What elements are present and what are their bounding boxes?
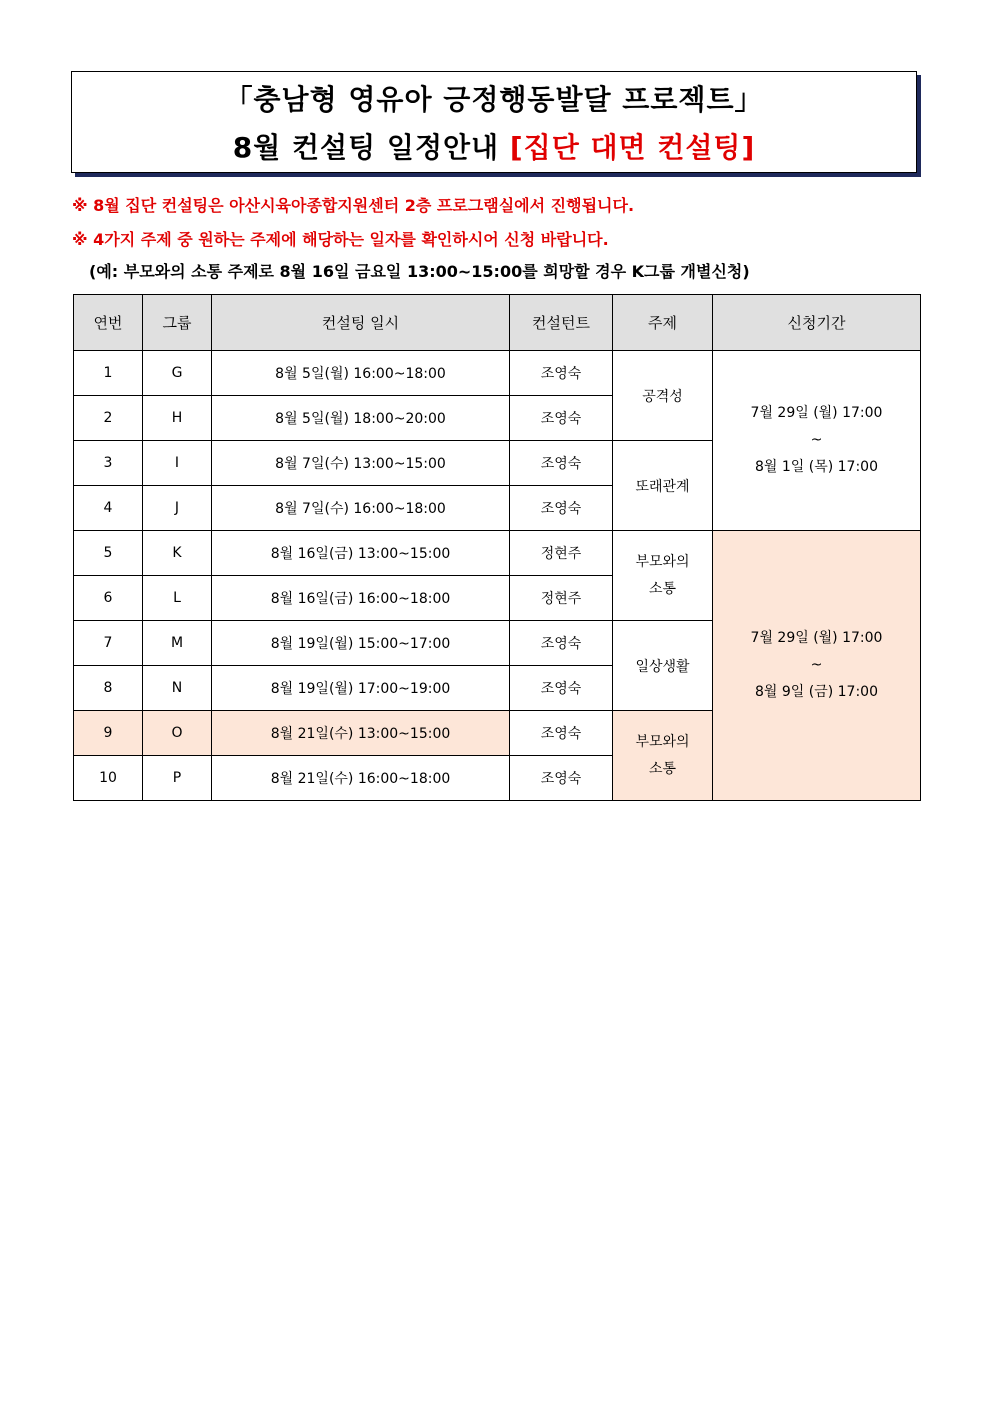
header-datetime: 컨설팅 일시 — [212, 295, 510, 351]
cell-consultant: 조영숙 — [510, 486, 613, 531]
subtitle-text: 8월 컨설팅 일정안내 — [232, 131, 510, 164]
cell-group: H — [143, 396, 212, 441]
cell-no: 7 — [74, 621, 143, 666]
header-no: 연번 — [74, 295, 143, 351]
topic-line: 소통 — [648, 760, 677, 777]
cell-group: M — [143, 621, 212, 666]
cell-topic: 공격성 — [613, 351, 713, 441]
title-box — [71, 71, 917, 173]
period-start: 7월 29일 (월) 17:00 — [750, 630, 883, 646]
cell-datetime: 8월 19일(월) 17:00~19:00 — [212, 666, 510, 711]
topic-line: 부모와의 — [635, 733, 690, 750]
period-start: 7월 29일 (월) 17:00 — [750, 405, 883, 421]
cell-datetime: 8월 7일(수) 13:00~15:00 — [212, 441, 510, 486]
header-topic: 주제 — [613, 295, 713, 351]
cell-consultant: 정현주 — [510, 531, 613, 576]
cell-no: 3 — [74, 441, 143, 486]
schedule-table — [73, 294, 921, 801]
cell-group: O — [143, 711, 212, 756]
cell-topic — [613, 711, 713, 801]
cell-datetime: 8월 16일(금) 13:00~15:00 — [212, 531, 510, 576]
notice-apply: ※ 4가지 주제 중 원하는 주제에 해당하는 일자를 확인하시어 신청 바랍니다. — [72, 230, 609, 249]
cell-consultant: 조영숙 — [510, 711, 613, 756]
cell-datetime: 8월 5일(월) 16:00~18:00 — [212, 351, 510, 396]
cell-datetime: 8월 21일(수) 13:00~15:00 — [212, 711, 510, 756]
cell-no: 10 — [74, 756, 143, 801]
cell-group: I — [143, 441, 212, 486]
cell-consultant: 조영숙 — [510, 351, 613, 396]
cell-group: N — [143, 666, 212, 711]
cell-datetime: 8월 19일(월) 15:00~17:00 — [212, 621, 510, 666]
cell-consultant: 조영숙 — [510, 396, 613, 441]
table-row — [74, 351, 921, 396]
cell-no: 5 — [74, 531, 143, 576]
topic-line: 부모와의 — [635, 553, 690, 570]
header-period: 신청기간 — [713, 295, 921, 351]
notice-location: ※ 8월 집단 컨설팅은 아산시육아종합지원센터 2층 프로그램실에서 진행됩니다. — [72, 196, 635, 215]
cell-no: 1 — [74, 351, 143, 396]
table-row — [74, 531, 921, 576]
page-subtitle — [72, 126, 916, 166]
header-consultant: 컨설턴트 — [510, 295, 613, 351]
cell-no: 4 — [74, 486, 143, 531]
cell-datetime: 8월 7일(수) 16:00~18:00 — [212, 486, 510, 531]
cell-no: 2 — [74, 396, 143, 441]
table-header-row — [74, 295, 921, 351]
cell-group: G — [143, 351, 212, 396]
cell-consultant: 조영숙 — [510, 441, 613, 486]
header-group: 그룹 — [143, 295, 212, 351]
cell-group: J — [143, 486, 212, 531]
cell-consultant: 정현주 — [510, 576, 613, 621]
cell-datetime: 8월 5일(월) 18:00~20:00 — [212, 396, 510, 441]
cell-topic: 또래관계 — [613, 441, 713, 531]
cell-consultant: 조영숙 — [510, 756, 613, 801]
notice-example: (예: 부모와의 소통 주제로 8월 16일 금요일 13:00~15:00를 희망할 경우 K그룹 개별신청) — [89, 262, 750, 281]
cell-no: 8 — [74, 666, 143, 711]
cell-group: P — [143, 756, 212, 801]
cell-consultant: 조영숙 — [510, 666, 613, 711]
cell-topic — [613, 531, 713, 621]
period-end: 8월 9일 (금) 17:00 — [754, 684, 878, 700]
subtitle-highlight: [집단 대면 컨설팅] — [509, 131, 756, 164]
period-sep: ~ — [810, 657, 823, 673]
cell-period — [713, 351, 921, 531]
cell-period — [713, 531, 921, 801]
period-sep: ~ — [810, 432, 823, 448]
cell-topic: 일상생활 — [613, 621, 713, 711]
cell-no: 9 — [74, 711, 143, 756]
cell-datetime: 8월 16일(금) 16:00~18:00 — [212, 576, 510, 621]
cell-datetime: 8월 21일(수) 16:00~18:00 — [212, 756, 510, 801]
period-end: 8월 1일 (목) 17:00 — [754, 459, 878, 475]
topic-line: 소통 — [648, 580, 677, 597]
page-title: 「충남형 영유아 긍정행동발달 프로젝트」 — [224, 83, 764, 116]
cell-group: K — [143, 531, 212, 576]
cell-consultant: 조영숙 — [510, 621, 613, 666]
cell-no: 6 — [74, 576, 143, 621]
cell-group: L — [143, 576, 212, 621]
